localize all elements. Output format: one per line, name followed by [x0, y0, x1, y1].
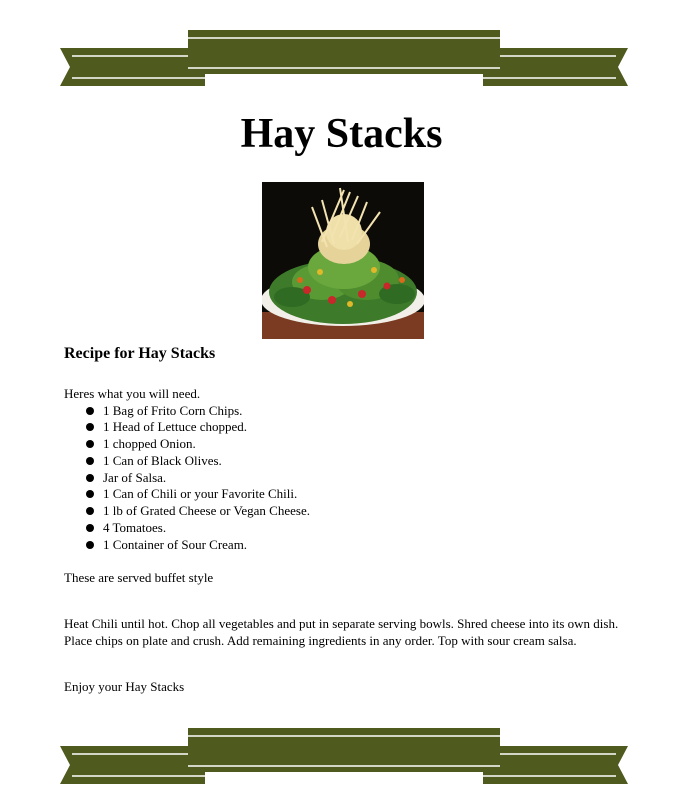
intro-text: Heres what you will need.: [64, 386, 201, 401]
recipe-heading: Recipe for Hay Stacks: [64, 345, 216, 362]
list-item: 1 chopped Onion.: [86, 436, 624, 453]
closing-text: Enjoy your Hay Stacks: [64, 679, 185, 695]
ingredient-list: [64, 403, 624, 554]
salad-photo: [262, 182, 424, 339]
serving-note: These are served buffet style: [64, 569, 214, 585]
page-title: Hay Stacks: [240, 111, 443, 157]
list-item: 1 Bag of Frito Corn Chips.: [86, 403, 624, 420]
list-item: 4 Tomatoes.: [86, 520, 624, 537]
list-item: 1 Can of Chili or your Favorite Chili.: [86, 486, 624, 503]
instructions-text: Heat Chili until hot. Chop all vegetables and put in separate serving bowls. Shred cheese into its own dish. Place chips on plate and crush. Add remaining ingredients in any order. Top with sour cream salsa.: [64, 616, 619, 648]
list-item: 1 Container of Sour Cream.: [86, 537, 624, 554]
list-item: 1 lb of Grated Cheese or Vegan Cheese.: [86, 503, 624, 520]
recipe-content: [64, 344, 624, 696]
list-item: 1 Head of Lettuce chopped.: [86, 419, 624, 436]
list-item: 1 Can of Black Olives.: [86, 453, 624, 470]
list-item: Jar of Salsa.: [86, 470, 624, 487]
top-ribbon-banner: [0, 28, 683, 88]
bottom-ribbon-banner: [0, 726, 683, 786]
